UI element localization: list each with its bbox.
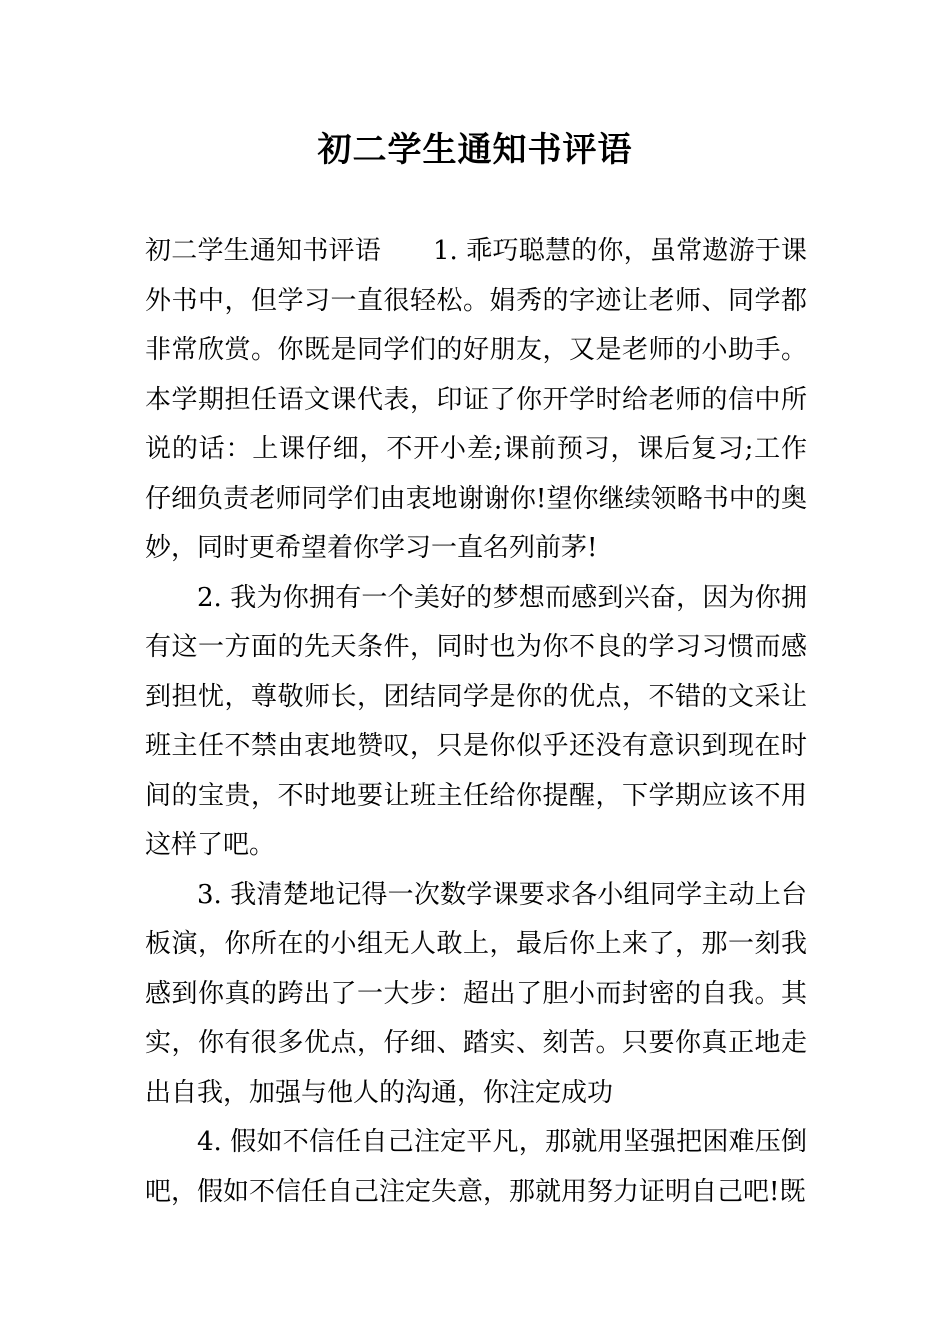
paragraph-4: 4. 假如不信任自己注定平凡，那就用坚强把困难压倒吧，假如不信任自己注定失意，那就用努力证明自己吧!既 [145,1127,807,1207]
lead-label: 初二学生通知书评语 [145,236,382,266]
paragraph-3: 3. 我清楚地记得一次数学课要求各小组同学主动上台板演，你所在的小组无人敢上，最后你上来了，那一刻我感到你真的跨出了一大步：超出了胆小而封密的自我。其实，你有很多优点，仔细、踏实、刻苦。只要你真正地走出自我，加强与他人的沟通，你注定成功 [145,879,807,1108]
paragraph-1-text: 1. 乖巧聪慧的你，虽常遨游于课外书中，但学习一直很轻松。娟秀的字迹让老师、同学都非常欣赏。你既是同学们的好朋友，又是老师的小助手。本学期担任语文课代表，印证了你开学时给老师的信中所说的话：上课仔细，不开小差;课前预习，课后复习;工作仔细负责老师同学们由衷地谢谢你!望你继续领略书中的奥妙，同时更希望着你学习一直名列前茅! [145,236,807,563]
paragraph-1 [145,227,807,574]
document-body [145,227,807,1217]
paragraph-2: 2. 我为你拥有一个美好的梦想而感到兴奋，因为你拥有这一方面的先天条件，同时也为你不良的学习习惯而感到担忧，尊敬师长，团结同学是你的优点，不错的文采让班主任不禁由衷地赞叹，只是你似乎还没有意识到现在时间的宝贵，不时地要让班主任给你提醒，下学期应该不用这样了吧。 [145,582,807,860]
document-title: 初二学生通知书评语 [317,130,633,170]
